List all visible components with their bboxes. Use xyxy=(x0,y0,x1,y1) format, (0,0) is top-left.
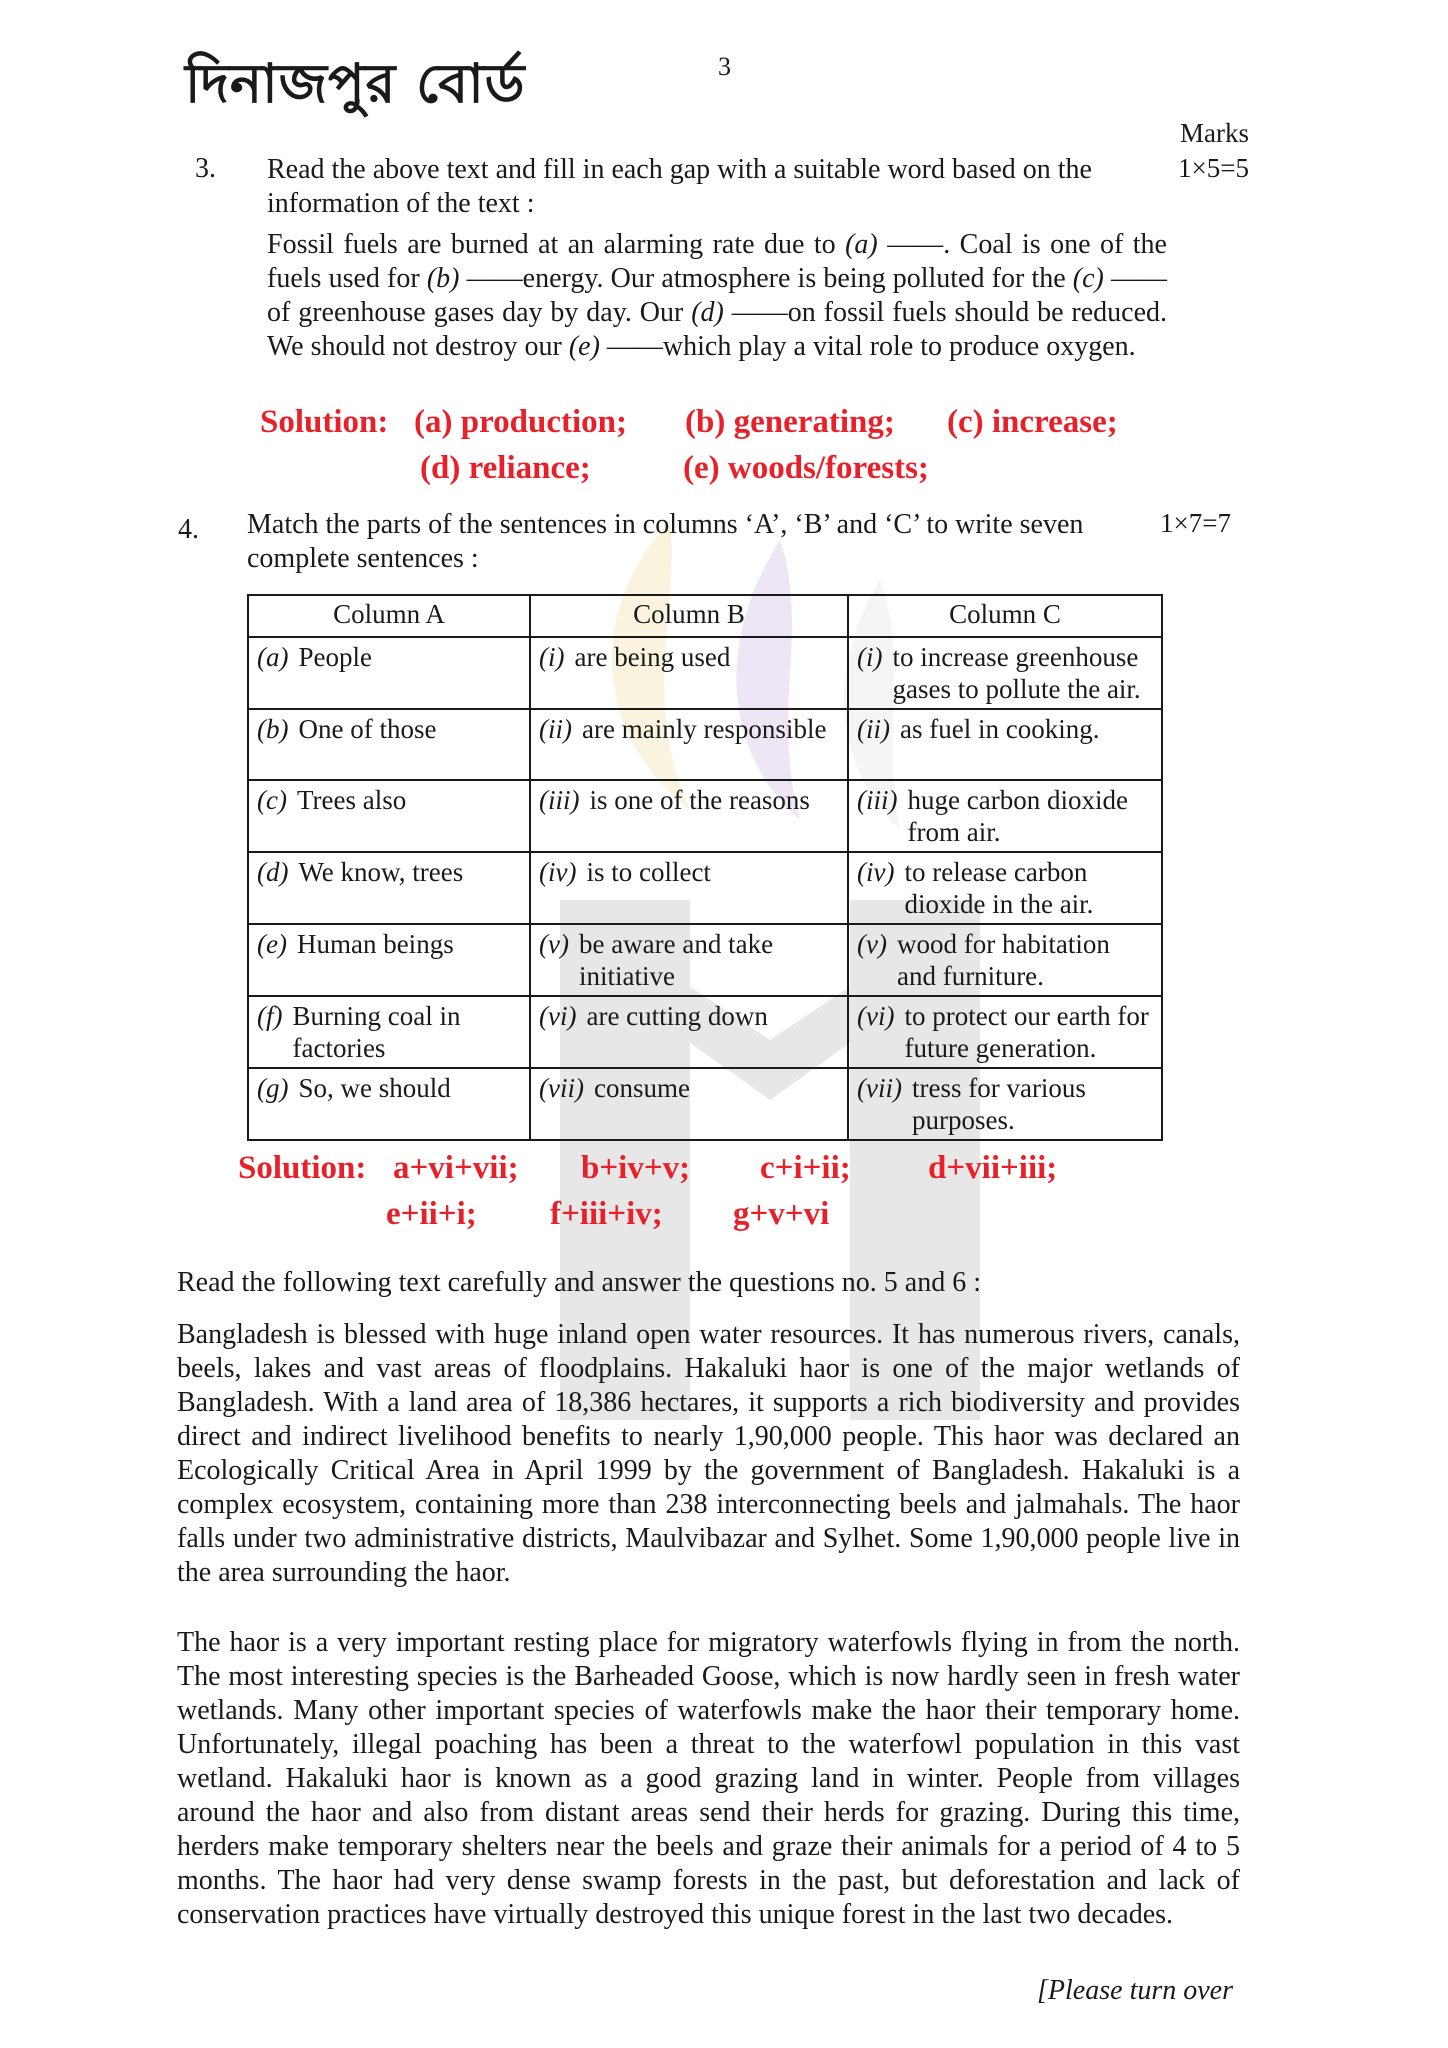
column-c-cell xyxy=(848,924,1162,996)
solution-label: Solution: xyxy=(260,404,389,440)
match-answer-f: f+iii+iv; xyxy=(550,1196,663,1232)
column-a-cell xyxy=(248,709,530,780)
question-number-3: 3. xyxy=(195,153,216,184)
item-index: (iii) xyxy=(857,785,898,815)
item-text: to release carbon dioxide in the air. xyxy=(904,857,1094,919)
item-index: (vi) xyxy=(857,1001,895,1031)
please-turn-over: [Please turn over xyxy=(1037,1975,1233,2006)
passage-text: ——energy. Our atmosphere is being polluted for the xyxy=(459,263,1073,294)
column-b-cell xyxy=(530,996,848,1068)
column-a-cell xyxy=(248,924,530,996)
question-4-marks: 1×7=7 xyxy=(1160,508,1231,538)
table-header-row xyxy=(248,595,1162,637)
item-text: tress for various purposes. xyxy=(911,1073,1086,1135)
column-a-cell xyxy=(248,1068,530,1140)
column-a-cell xyxy=(248,996,530,1068)
item-index: (a) xyxy=(257,642,289,672)
matching-table-body xyxy=(248,637,1162,1140)
column-a-cell xyxy=(248,780,530,852)
item-text: is one of the reasons xyxy=(589,785,810,815)
item-index: (d) xyxy=(257,857,289,887)
item-text: Burning coal in factories xyxy=(292,1001,461,1063)
table-row xyxy=(248,709,1162,780)
column-c-cell xyxy=(848,996,1162,1068)
item-text: to protect our earth for future generation. xyxy=(904,1001,1149,1063)
answer-e: (e) woods/forests; xyxy=(683,450,929,486)
column-b-cell xyxy=(530,924,848,996)
column-c-cell xyxy=(848,709,1162,780)
column-c-cell xyxy=(848,852,1162,924)
item-text: One of those xyxy=(298,714,437,744)
item-index: (iv) xyxy=(539,857,577,887)
solution-label: Solution: xyxy=(238,1150,367,1186)
column-b-cell xyxy=(530,1068,848,1140)
column-b-header: Column B xyxy=(530,595,848,637)
table-row xyxy=(248,996,1162,1068)
item-text: to increase greenhouse gases to pollute the air. xyxy=(892,642,1141,704)
item-text: So, we should xyxy=(298,1073,451,1103)
reading-paragraph-2: The haor is a very important resting place for migratory waterfowls flying in from the north. The most interesting species is the Barheaded Goose, which is now hardly seen in fresh water wetlands. Many other important species of waterfowls make the haor their temporary home. Unfortunately, illegal poaching has been a threat to the waterfowl population in this vast wetland. Hakaluki haor is known as a good grazing land in winter. People from villages around the haor and also from distant areas send their herds for grazing. During this time, herders make temporary shelters near the beels and graze their animals for a period of 4 to 5 months. The haor had very dense swamp forests in the past, but deforestation and lack of conservation practices have virtually destroyed this unique forest in the last two decades. xyxy=(177,1627,1240,1930)
item-text: be aware and take initiative xyxy=(578,929,774,991)
column-b-cell xyxy=(530,709,848,780)
item-index: (f) xyxy=(257,1001,283,1031)
item-text: People xyxy=(298,642,372,672)
item-index: (iii) xyxy=(539,785,580,815)
item-index: (ii) xyxy=(539,714,572,744)
match-answer-c: c+i+ii; xyxy=(760,1150,851,1186)
page-number: 3 xyxy=(718,52,731,81)
item-text: Trees also xyxy=(296,785,407,815)
item-index: (v) xyxy=(539,929,569,959)
gap-marker: (c) xyxy=(1072,263,1104,294)
matching-table xyxy=(247,594,1163,1141)
reading-paragraph-1: Bangladesh is blessed with huge inland open water resources. It has numerous rivers, canals, beels, lakes and vast areas of floodplains. Hakaluki haor is one of the major wetlands of Bangladesh. With a land area of 18,386 hectares, it supports a rich biodiversity and provides direct and indirect livelihood benefits to nearly 1,90,000 people. This haor was declared an Ecologically Critical Area in April 1999 by the government of Bangladesh. Hakaluki is a complex ecosystem, containing more than 238 interconnecting beels and jalmahals. The haor falls under two administrative districts, Maulvibazar and Sylhet. Some 1,90,000 people live in the area surrounding the haor. xyxy=(177,1319,1240,1588)
question-3-instruction: Read the above text and fill in each gap with a suitable word based on the information of the text : xyxy=(267,154,1092,219)
column-b-cell xyxy=(530,637,848,709)
item-text: Human beings xyxy=(296,929,454,959)
item-index: (vii) xyxy=(539,1073,584,1103)
item-index: (v) xyxy=(857,929,887,959)
item-text: huge carbon dioxide from air. xyxy=(907,785,1128,847)
gap-marker: (d) xyxy=(691,297,724,328)
table-row xyxy=(248,637,1162,709)
match-answer-g: g+v+vi xyxy=(733,1196,830,1232)
column-a-cell xyxy=(248,852,530,924)
table-row xyxy=(248,852,1162,924)
reading-instruction: Read the following text carefully and answer the questions no. 5 and 6 : xyxy=(177,1267,982,1298)
match-answer-e: e+ii+i; xyxy=(386,1196,477,1232)
question-3-marks: 1×5=5 xyxy=(1178,153,1249,183)
match-answer-a: a+vi+vii; xyxy=(393,1150,519,1186)
column-c-header: Column C xyxy=(848,595,1162,637)
item-index: (iv) xyxy=(857,857,895,887)
item-index: (ii) xyxy=(857,714,890,744)
item-index: (b) xyxy=(257,714,289,744)
item-index: (c) xyxy=(257,785,287,815)
item-index: (vii) xyxy=(857,1073,902,1103)
item-index: (i) xyxy=(857,642,883,672)
item-text: wood for habitation and furniture. xyxy=(896,929,1110,991)
column-b-cell xyxy=(530,852,848,924)
question-3-gap-passage xyxy=(267,228,1167,364)
board-title: দিনাজপুর বোর্ড xyxy=(185,52,526,115)
gap-marker: (e) xyxy=(568,331,600,362)
answer-d: (d) reliance; xyxy=(420,450,591,486)
item-text: are being used xyxy=(574,642,731,672)
table-row xyxy=(248,924,1162,996)
passage-text: ——on fossil fuels should be reduced. We should not destroy our xyxy=(267,297,1167,362)
item-text: are mainly responsible xyxy=(582,714,827,744)
column-a-header: Column A xyxy=(248,595,530,637)
column-c-cell xyxy=(848,637,1162,709)
marks-column-label: Marks xyxy=(1180,118,1249,148)
question-number-4: 4. xyxy=(178,514,199,545)
table-row xyxy=(248,780,1162,852)
column-b-cell xyxy=(530,780,848,852)
gap-marker: (a) xyxy=(845,229,878,260)
passage-text: ——. Coal is one of the fuels used for xyxy=(267,229,1167,294)
table-row xyxy=(248,1068,1162,1140)
item-index: (vi) xyxy=(539,1001,577,1031)
column-c-cell xyxy=(848,1068,1162,1140)
item-text: consume xyxy=(593,1073,690,1103)
passage-text: —— of greenhouse gases day by day. Our xyxy=(267,263,1168,328)
item-text: is to collect xyxy=(586,857,711,887)
item-index: (i) xyxy=(539,642,565,672)
item-index: (e) xyxy=(257,929,287,959)
item-text: are cutting down xyxy=(586,1001,768,1031)
passage-text: ——which play a vital role to produce oxygen. xyxy=(599,331,1136,362)
answer-c: (c) increase; xyxy=(947,404,1118,440)
question-4-instruction: Match the parts of the sentences in columns ‘A’, ‘B’ and ‘C’ to write seven complete sentences : xyxy=(247,509,1084,574)
match-answer-d: d+vii+iii; xyxy=(928,1150,1058,1186)
item-text: We know, trees xyxy=(298,857,464,887)
answer-a: (a) production; xyxy=(414,404,627,440)
passage-text: Fossil fuels are burned at an alarming rate due to xyxy=(267,229,846,260)
item-text: as fuel in cooking. xyxy=(900,714,1100,744)
match-answer-b: b+iv+v; xyxy=(581,1150,691,1186)
answer-b: (b) generating; xyxy=(685,404,895,440)
gap-marker: (b) xyxy=(426,263,460,294)
column-c-cell xyxy=(848,780,1162,852)
item-index: (g) xyxy=(257,1073,289,1103)
column-a-cell xyxy=(248,637,530,709)
